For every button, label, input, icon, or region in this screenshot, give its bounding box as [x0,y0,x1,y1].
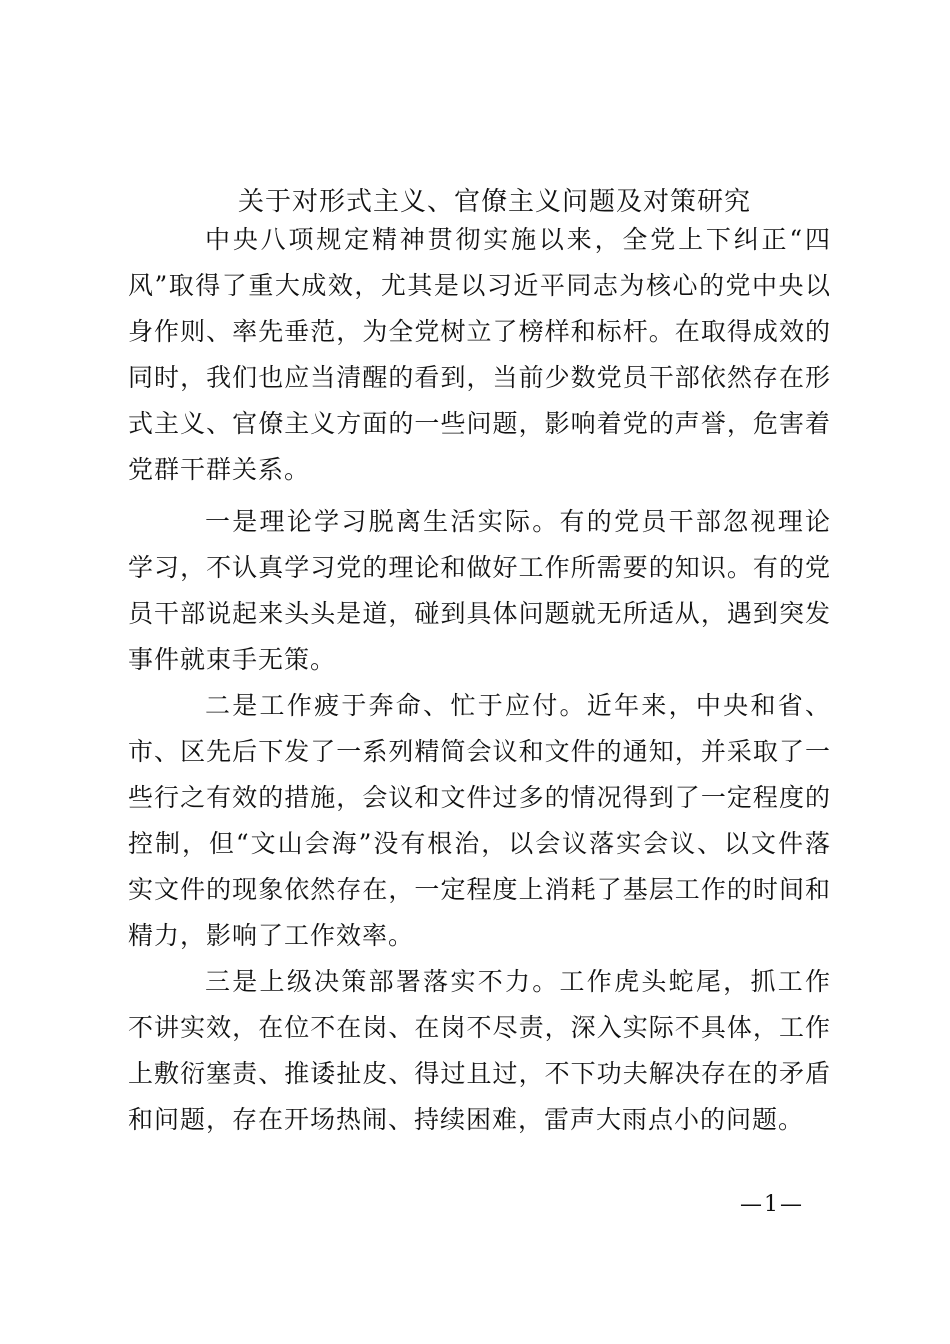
text-line: 一是理论学习脱离生活实际。有的党员干部忽视理论 [205,507,830,536]
text-line: 党群干群关系。 [128,455,311,484]
document-title: 关于对形式主义、官僚主义问题及对策研究 [238,187,752,217]
text-line: 式主义、官僚主义方面的一些问题，影响着党的声誉，危害着 [128,409,830,438]
text-line: 市、区先后下发了一系列精简会议和文件的通知，并采取了一 [128,737,830,766]
text-line: 风”取得了重大成效，尤其是以习近平同志为核心的党中央以 [128,271,830,300]
text-line: 中央八项规定精神贯彻实施以来，全党上下纠正“四 [205,225,830,254]
text-line: 身作则、率先垂范，为全党树立了榜样和标杆。在取得成效的 [128,317,830,346]
text-line: 些行之有效的措施，会议和文件过多的情况得到了一定程度的 [128,783,830,812]
paragraph [128,688,830,964]
text-line: 学习，不认真学习党的理论和做好工作所需要的知识。有的党 [128,553,830,582]
text-line: 三是上级决策部署落实不力。工作虎头蛇尾，抓工作 [205,967,830,996]
text-line: 同时，我们也应当清醒的看到，当前少数党员干部依然存在形 [128,363,830,392]
text-line: 员干部说起来头头是道，碰到具体问题就无所适从，遇到突发 [128,599,830,628]
text-line: 精力，影响了工作效率。 [128,921,415,950]
text-line: 和问题，存在开场热闹、持续困难，雷声大雨点小的问题。 [128,1105,805,1134]
paragraph [128,964,830,1148]
page-number: —1— [740,1192,804,1217]
text-line: 控制，但“文山会海”没有根治，以会议落实会议、以文件落 [128,829,830,858]
text-line: 实文件的现象依然存在，一定程度上消耗了基层工作的时间和 [128,875,830,904]
text-line: 事件就束手无策。 [128,645,337,674]
paragraph [128,222,830,498]
paragraph [128,504,830,688]
text-line: 二是工作疲于奔命、忙于应付。近年来，中央和省、 [205,691,830,720]
document-body [128,222,830,1148]
text-line: 不讲实效，在位不在岗、在岗不尽责，深入实际不具体，工作 [128,1013,830,1042]
text-line: 上敷衍塞责、推诿扯皮、得过且过，不下功夫解决存在的矛盾 [128,1059,830,1088]
